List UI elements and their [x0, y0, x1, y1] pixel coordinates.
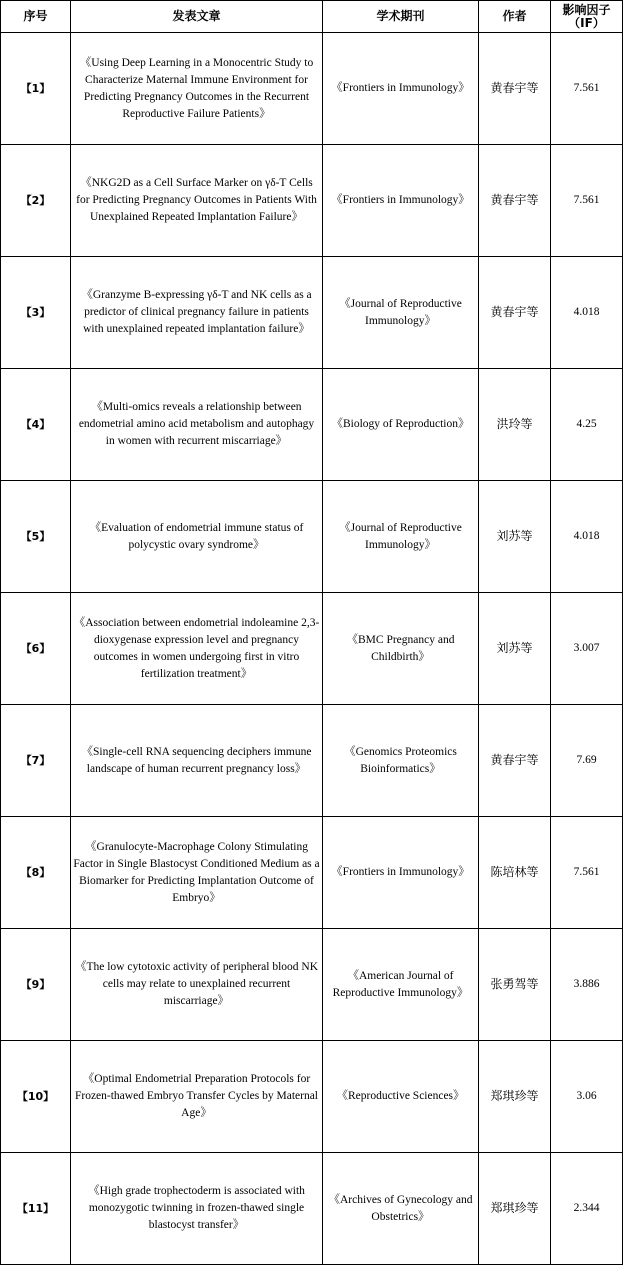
author-name: 黄春宇等	[479, 33, 551, 145]
table-row	[1, 33, 623, 145]
row-index: 【6】	[1, 593, 71, 705]
row-index: 【10】	[1, 1041, 71, 1153]
header-row	[1, 1, 623, 33]
article-title: 《Optimal Endometrial Preparation Protocols for Frozen-thawed Embryo Transfer Cycles by Maternal Age》	[71, 1041, 323, 1153]
article-title: 《Association between endometrial indoleamine 2,3-dioxygenase expression level and pregnancy outcomes in women undergoing first in vitro fertilization treatment》	[71, 593, 323, 705]
journal-name: 《American Journal of Reproductive Immunology》	[323, 929, 479, 1041]
article-title: 《Single-cell RNA sequencing deciphers immune landscape of human recurrent pregnancy loss》	[71, 705, 323, 817]
author-name: 陈培林等	[479, 817, 551, 929]
article-title: 《Multi-omics reveals a relationship between endometrial amino acid metabolism and autophagy in women with recurrent miscarriage》	[71, 369, 323, 481]
impact-factor: 3.06	[551, 1041, 623, 1153]
article-title: 《Granulocyte-Macrophage Colony Stimulating Factor in Single Blastocyst Conditioned Medium as a Biomarker for Predicting Implantation Outcome of Embryo》	[71, 817, 323, 929]
impact-factor: 4.018	[551, 257, 623, 369]
table-row	[1, 145, 623, 257]
row-index: 【11】	[1, 1153, 71, 1265]
author-name: 洪玲等	[479, 369, 551, 481]
author-name: 刘苏等	[479, 481, 551, 593]
article-title: 《Using Deep Learning in a Monocentric Study to Characterize Maternal Immune Environment for Predicting Pregnancy Outcomes in the Recurrent Reproductive Failure Patients》	[71, 33, 323, 145]
author-name: 黄春宇等	[479, 257, 551, 369]
impact-factor: 7.561	[551, 145, 623, 257]
row-index: 【1】	[1, 33, 71, 145]
header-index: 序号	[1, 1, 71, 33]
impact-factor: 4.018	[551, 481, 623, 593]
header-journal: 学术期刊	[323, 1, 479, 33]
article-title: 《NKG2D as a Cell Surface Marker on γδ-T Cells for Predicting Pregnancy Outcomes in Patients With Unexplained Repeated Implantation Failure》	[71, 145, 323, 257]
table-row	[1, 1041, 623, 1153]
impact-factor: 4.25	[551, 369, 623, 481]
table-row	[1, 481, 623, 593]
row-index: 【7】	[1, 705, 71, 817]
header-author: 作者	[479, 1, 551, 33]
journal-name: 《Genomics Proteomics Bioinformatics》	[323, 705, 479, 817]
header-impact-factor: 影响因子 （IF）	[551, 1, 623, 33]
row-index: 【8】	[1, 817, 71, 929]
table-row	[1, 369, 623, 481]
table-row	[1, 1153, 623, 1265]
impact-factor: 2.344	[551, 1153, 623, 1265]
impact-factor: 7.561	[551, 817, 623, 929]
journal-name: 《Journal of Reproductive Immunology》	[323, 481, 479, 593]
impact-factor: 3.007	[551, 593, 623, 705]
row-index: 【9】	[1, 929, 71, 1041]
impact-factor: 7.561	[551, 33, 623, 145]
header-title: 发表文章	[71, 1, 323, 33]
row-index: 【4】	[1, 369, 71, 481]
journal-name: 《Frontiers in Immunology》	[323, 145, 479, 257]
table-row	[1, 929, 623, 1041]
author-name: 刘苏等	[479, 593, 551, 705]
author-name: 郑琪珍等	[479, 1153, 551, 1265]
journal-name: 《Frontiers in Immunology》	[323, 817, 479, 929]
impact-factor: 3.886	[551, 929, 623, 1041]
article-title: 《High grade trophectoderm is associated with monozygotic twinning in frozen-thawed single blastocyst transfer》	[71, 1153, 323, 1265]
row-index: 【2】	[1, 145, 71, 257]
journal-name: 《Biology of Reproduction》	[323, 369, 479, 481]
impact-factor: 7.69	[551, 705, 623, 817]
author-name: 郑琪珍等	[479, 1041, 551, 1153]
article-title: 《Granzyme B-expressing γδ-T and NK cells as a predictor of clinical pregnancy failure in patients with unexplained repeated implantation failure》	[71, 257, 323, 369]
table-row	[1, 705, 623, 817]
journal-name: 《Journal of Reproductive Immunology》	[323, 257, 479, 369]
table-row	[1, 817, 623, 929]
journal-name: 《Frontiers in Immunology》	[323, 33, 479, 145]
journal-name: 《BMC Pregnancy and Childbirth》	[323, 593, 479, 705]
author-name: 黄春宇等	[479, 145, 551, 257]
author-name: 黄春宇等	[479, 705, 551, 817]
journal-name: 《Reproductive Sciences》	[323, 1041, 479, 1153]
author-name: 张勇驾等	[479, 929, 551, 1041]
journal-name: 《Archives of Gynecology and Obstetrics》	[323, 1153, 479, 1265]
article-title: 《The low cytotoxic activity of peripheral blood NK cells may relate to unexplained recurrent miscarriage》	[71, 929, 323, 1041]
table-row	[1, 593, 623, 705]
row-index: 【3】	[1, 257, 71, 369]
table-row	[1, 257, 623, 369]
row-index: 【5】	[1, 481, 71, 593]
article-title: 《Evaluation of endometrial immune status of polycystic ovary syndrome》	[71, 481, 323, 593]
